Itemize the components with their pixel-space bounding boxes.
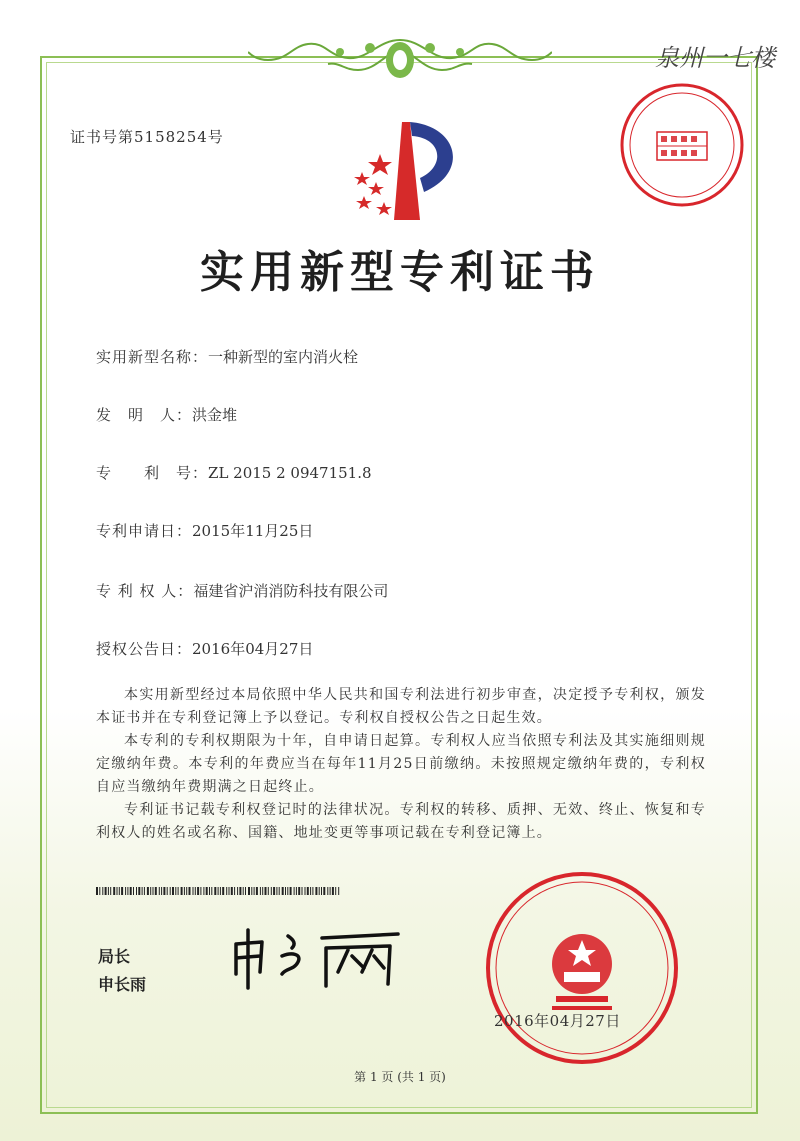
issue-date: 2016年04月27日 [494,1012,621,1030]
field-value: 2016年04月27日 [192,640,314,658]
field-value: 2015年11月25日 [192,522,314,540]
barcode-icon [96,887,340,895]
field-application-date [96,520,313,541]
national-ip-office-seal-icon [482,868,682,1068]
certificate-number: 证书号第5158254号 [70,128,224,146]
field-value: 一种新型的室内消火栓 [208,348,359,366]
field-value: 洪金堆 [192,406,238,424]
field-label: 授权公告日： [96,640,193,658]
field-grant-date [96,638,313,659]
field-label: 实用新型名称： [96,348,209,366]
body-paragraph: 本实用新型经过本局依照中华人民共和国专利法进行初步审查，决定授予专利权，颁发本证书并在专利登记簿上予以登记。专利权自授权公告之日起生效。 [96,687,706,726]
field-value: ZL 2015 2 0947151.8 [208,464,372,482]
field-label: 专 利 号： [96,464,209,482]
field-inventor [96,404,237,425]
handwritten-signature [222,922,412,992]
field-utility-model-name [96,346,358,367]
body-paragraph: 专利证书记载专利权登记时的法律状况。专利权的转移、质押、无效、终止、恢复和专利权人的姓名或名称、国籍、地址变更等事项记载在专利登记簿上。 [96,802,706,841]
certificate-title: 实用新型专利证书 [200,247,600,298]
patent-office-logo-icon [340,112,470,232]
field-patentee [96,580,388,601]
field-patent-number [96,462,372,483]
body-paragraph: 本专利的专利权期限为十年，自申请日起算。专利权人应当依照专利法及其实施细则规定缴纳年费。本专利的年费应当在每年11月25日前缴纳。未按照规定缴纳年费的，专利权自应当缴纳年费期满之日起终止。 [96,733,706,795]
field-label: 发 明 人： [96,406,193,424]
director-name: 申长雨 [98,975,147,994]
handwritten-note: 泉州一七楼 [655,44,775,72]
director-title: 局长 [98,947,131,966]
page-number: 第 1 页 (共 1 页) [354,1070,446,1084]
field-label: 专利申请日： [96,522,193,540]
certificate-body [96,684,706,845]
tax-stamp-icon [617,80,747,210]
field-value: 福建省沪消消防科技有限公司 [193,582,389,600]
top-ornament-icon [248,30,552,90]
field-label: 专 利 权 人： [96,582,194,600]
